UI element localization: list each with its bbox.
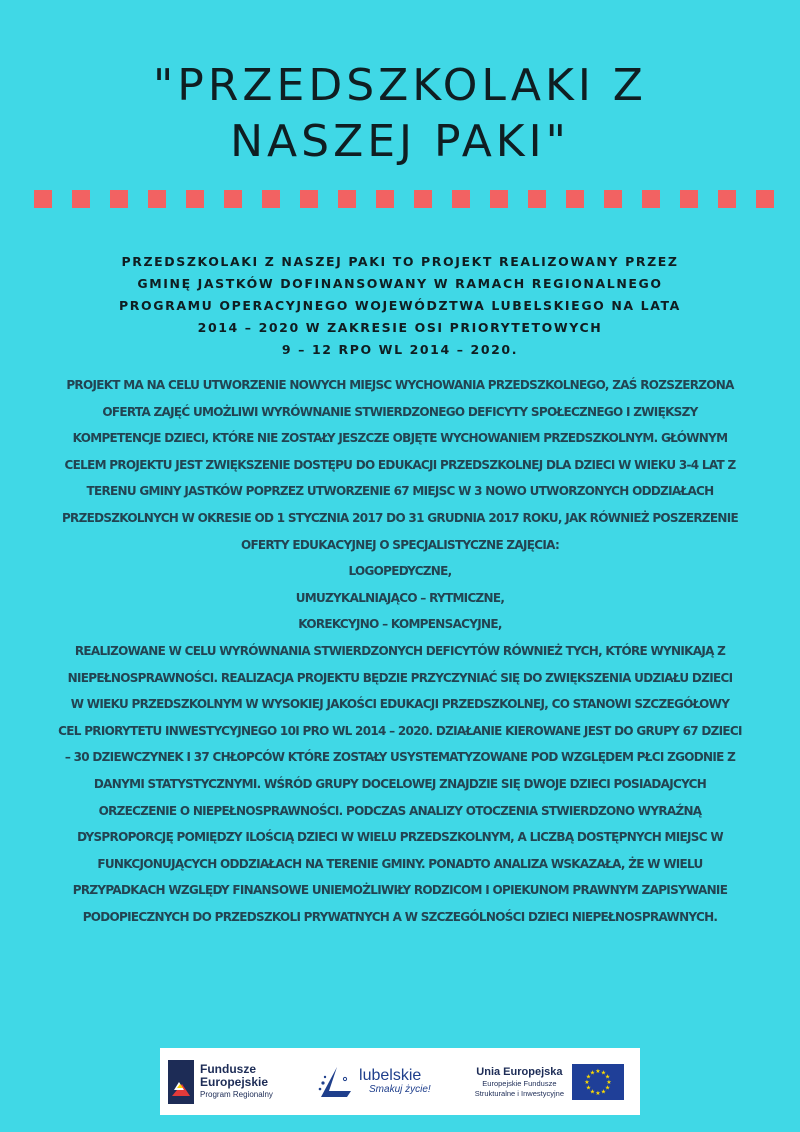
body-line: PRZYPADKACH WZGLĘDY FINANSOWE UNIEMOŻLIWIŁY RODZICOM I OPIEKUNOM PRAWNYM ZAPISYWANIE <box>72 883 728 898</box>
eu-star-icon: ★ <box>585 1084 592 1091</box>
eu-line-3: Strukturalne i Inwestycyjne <box>474 1088 564 1098</box>
body-line: TERENU GMINY JASTKÓW POPRZEZ UTWORZENIE 67 MIEJSC W 3 NOWO UTWORZONYCH ODDZIAŁACH <box>86 484 714 499</box>
eu-star-icon: ★ <box>600 1068 607 1076</box>
lubelskie-slogan: Smakuj życie! <box>369 1083 431 1095</box>
body-line: ORZECZENIE O NIEPEŁNOSPRAWNOŚCI. PODCZAS ANALIZY OTOCZENIA STWIERDZONO WYRAŹNĄ <box>98 803 702 818</box>
fundusze-line-1: Fundusze <box>200 1062 256 1076</box>
divider-square <box>680 190 698 208</box>
body-line: OFERTY EDUKACYJNEJ O SPECJALISTYCZNE ZAJĘCIA: <box>240 537 560 552</box>
body-line: W WIEKU PRZEDSZKOLNYM W WYSOKIEJ JAKOŚCI EDUKACJI PRZEDSZKOLNEJ, CO STANOWI SZCZEGÓŁOWY <box>70 697 730 712</box>
fundusze-europejskie-logo <box>168 1060 273 1104</box>
body-line: DYSPROPORCJĘ POMIĘDZY ILOŚCIĄ DZIECI W WIELU PRZEDSZKOLNYM, A LICZBĄ DOSTĘPNYCH MIEJSC W <box>77 830 723 845</box>
eu-star-icon: ★ <box>604 1073 611 1080</box>
body-paragraph <box>30 372 770 930</box>
lead-line: PRZEDSZKOLAKI Z NASZEJ PAKI TO PROJEKT REALIZOWANY PRZEZ <box>121 254 679 269</box>
lubelskie-logo <box>317 1065 431 1099</box>
lead-line: PROGRAMU OPERACYJNEGO WOJEWÓDZTWA LUBELSKIEGO NA LATA <box>119 298 681 313</box>
body-line: – 30 DZIEWCZYNEK I 37 CHŁOPCÓW KTÓRE ZOSTAŁY USYSTEMATYZOWANE POD WZGLĘDEM PŁCI ZGODNIE Z <box>64 750 736 765</box>
eu-star-icon: ★ <box>595 1089 601 1097</box>
decorative-divider <box>34 190 774 208</box>
title-line-1: "PRZEDSZKOLAKI Z <box>153 60 647 111</box>
fundusze-line-2: Europejskie <box>200 1075 269 1089</box>
unia-europejska-logo <box>475 1064 624 1100</box>
divider-square <box>300 190 318 208</box>
body-line: CEL PRIORYTETU INWESTYCYJNEGO 10I PRO WL 2014 – 2020. DZIAŁANIE KIEROWANE JEST DO GRUPY 67 DZIECI <box>58 723 742 738</box>
body-line: LOGOPEDYCZNE, <box>348 564 452 579</box>
divider-square <box>414 190 432 208</box>
divider-square <box>148 190 166 208</box>
eu-star-icon: ★ <box>595 1067 601 1075</box>
divider-square <box>566 190 584 208</box>
body-line: PODOPIECZNYCH DO PRZEDSZKOLI PRYWATNYCH A W SZCZEGÓLNOŚCI DZIECI NIEPEŁNOSPRAWNYCH. <box>82 909 718 924</box>
body-line: PROJEKT MA NA CELU UTWORZENIE NOWYCH MIEJSC WYCHOWANIA PRZEDSZKOLNEGO, ZAŚ ROZSZERZONA <box>66 378 734 392</box>
body-line: REALIZOWANE W CELU WYRÓWNANIA STWIERDZONYCH DEFICYTÓW RÓWNIEŻ TYCH, KTÓRE WYNIKAJĄ Z <box>74 643 726 658</box>
divider-square <box>34 190 52 208</box>
fundusze-line-3: Program Regionalny <box>200 1090 273 1099</box>
eu-line-1: Unia Europejska <box>476 1065 563 1078</box>
divider-square <box>186 190 204 208</box>
eu-star-icon: ★ <box>589 1068 596 1076</box>
divider-square <box>604 190 622 208</box>
eu-star-icon: ★ <box>604 1084 611 1091</box>
eu-star-icon: ★ <box>584 1078 590 1086</box>
title-line-2: NASZEJ PAKI" <box>230 116 570 167</box>
lead-paragraph <box>80 251 720 361</box>
fundusze-europejskie-emblem-icon <box>168 1060 194 1104</box>
divider-square <box>72 190 90 208</box>
funding-logo-bar <box>160 1048 640 1115</box>
divider-square <box>642 190 660 208</box>
divider-square <box>756 190 774 208</box>
body-line: NIEPEŁNOSPRAWNOŚCI. REALIZACJA PROJEKTU BĘDZIE PRZYCZYNIAĆ SIĘ DO ZWIĘKSZENIA UDZIAŁU DZIECI <box>67 670 733 685</box>
page-title <box>0 58 800 170</box>
eu-flag-icon <box>572 1064 624 1100</box>
lubelskie-emblem-icon <box>317 1065 355 1099</box>
divider-square <box>452 190 470 208</box>
eu-line-2: Europejskie Fundusze <box>482 1078 557 1088</box>
body-line: CELEM PROJEKTU JEST ZWIĘKSZENIE DOSTĘPU DO EDUKACJI PRZEDSZKOLNEJ DLA DZIECI W WIEKU 3-4 LAT Z <box>64 457 736 472</box>
body-line: OFERTA ZAJĘĆ UMOŻLIWI WYRÓWNANIE STWIERDZONEGO DEFICYTY SPOŁECZNEGO I ZWIĘKSZY <box>102 404 698 419</box>
divider-square <box>376 190 394 208</box>
body-line: DANYMI STATYSTYCZNYMI. WŚRÓD GRUPY DOCELOWEJ ZNAJDZIE SIĘ DWOJE DZIECI POSIADAJCYCH <box>93 776 707 791</box>
eu-star-icon: ★ <box>585 1073 592 1080</box>
body-line: PRZEDSZKOLNYCH W OKRESIE OD 1 STYCZNIA 2017 DO 31 GRUDNIA 2017 ROKU, JAK RÓWNIEŻ POSZERZENIE <box>61 510 739 525</box>
eu-star-icon: ★ <box>606 1078 612 1086</box>
body-line: UMUZYKALNIAJĄCO – RYTMICZNE, <box>295 590 505 605</box>
divider-square <box>262 190 280 208</box>
lead-line: GMINĘ JASTKÓW DOFINANSOWANY W RAMACH REGIONALNEGO <box>137 276 663 291</box>
divider-square <box>490 190 508 208</box>
lead-line: 2014 – 2020 W ZAKRESIE OSI PRIORYTETOWYCH <box>197 320 603 335</box>
divider-square <box>224 190 242 208</box>
divider-square <box>528 190 546 208</box>
eu-star-icon: ★ <box>589 1088 596 1096</box>
divider-square <box>338 190 356 208</box>
lead-line: 9 – 12 RPO WL 2014 – 2020. <box>281 342 519 357</box>
body-line: KOREKCYJNO – KOMPENSACYJNE, <box>298 617 502 632</box>
divider-square <box>110 190 128 208</box>
divider-square <box>718 190 736 208</box>
eu-star-icon: ★ <box>600 1088 607 1096</box>
lubelskie-name: lubelskie <box>359 1066 422 1084</box>
body-line: FUNKCJONUJĄCYCH ODDZIAŁACH NA TERENIE GMINY. PONADTO ANALIZA WSKAZAŁA, ŻE W WIELU <box>97 856 703 871</box>
body-line: KOMPETENCJE DZIECI, KTÓRE NIE ZOSTAŁY JESZCZE OBJĘTE WYCHOWANIEM PRZEDSZKOLNYM. GŁÓWNYM <box>72 431 728 446</box>
